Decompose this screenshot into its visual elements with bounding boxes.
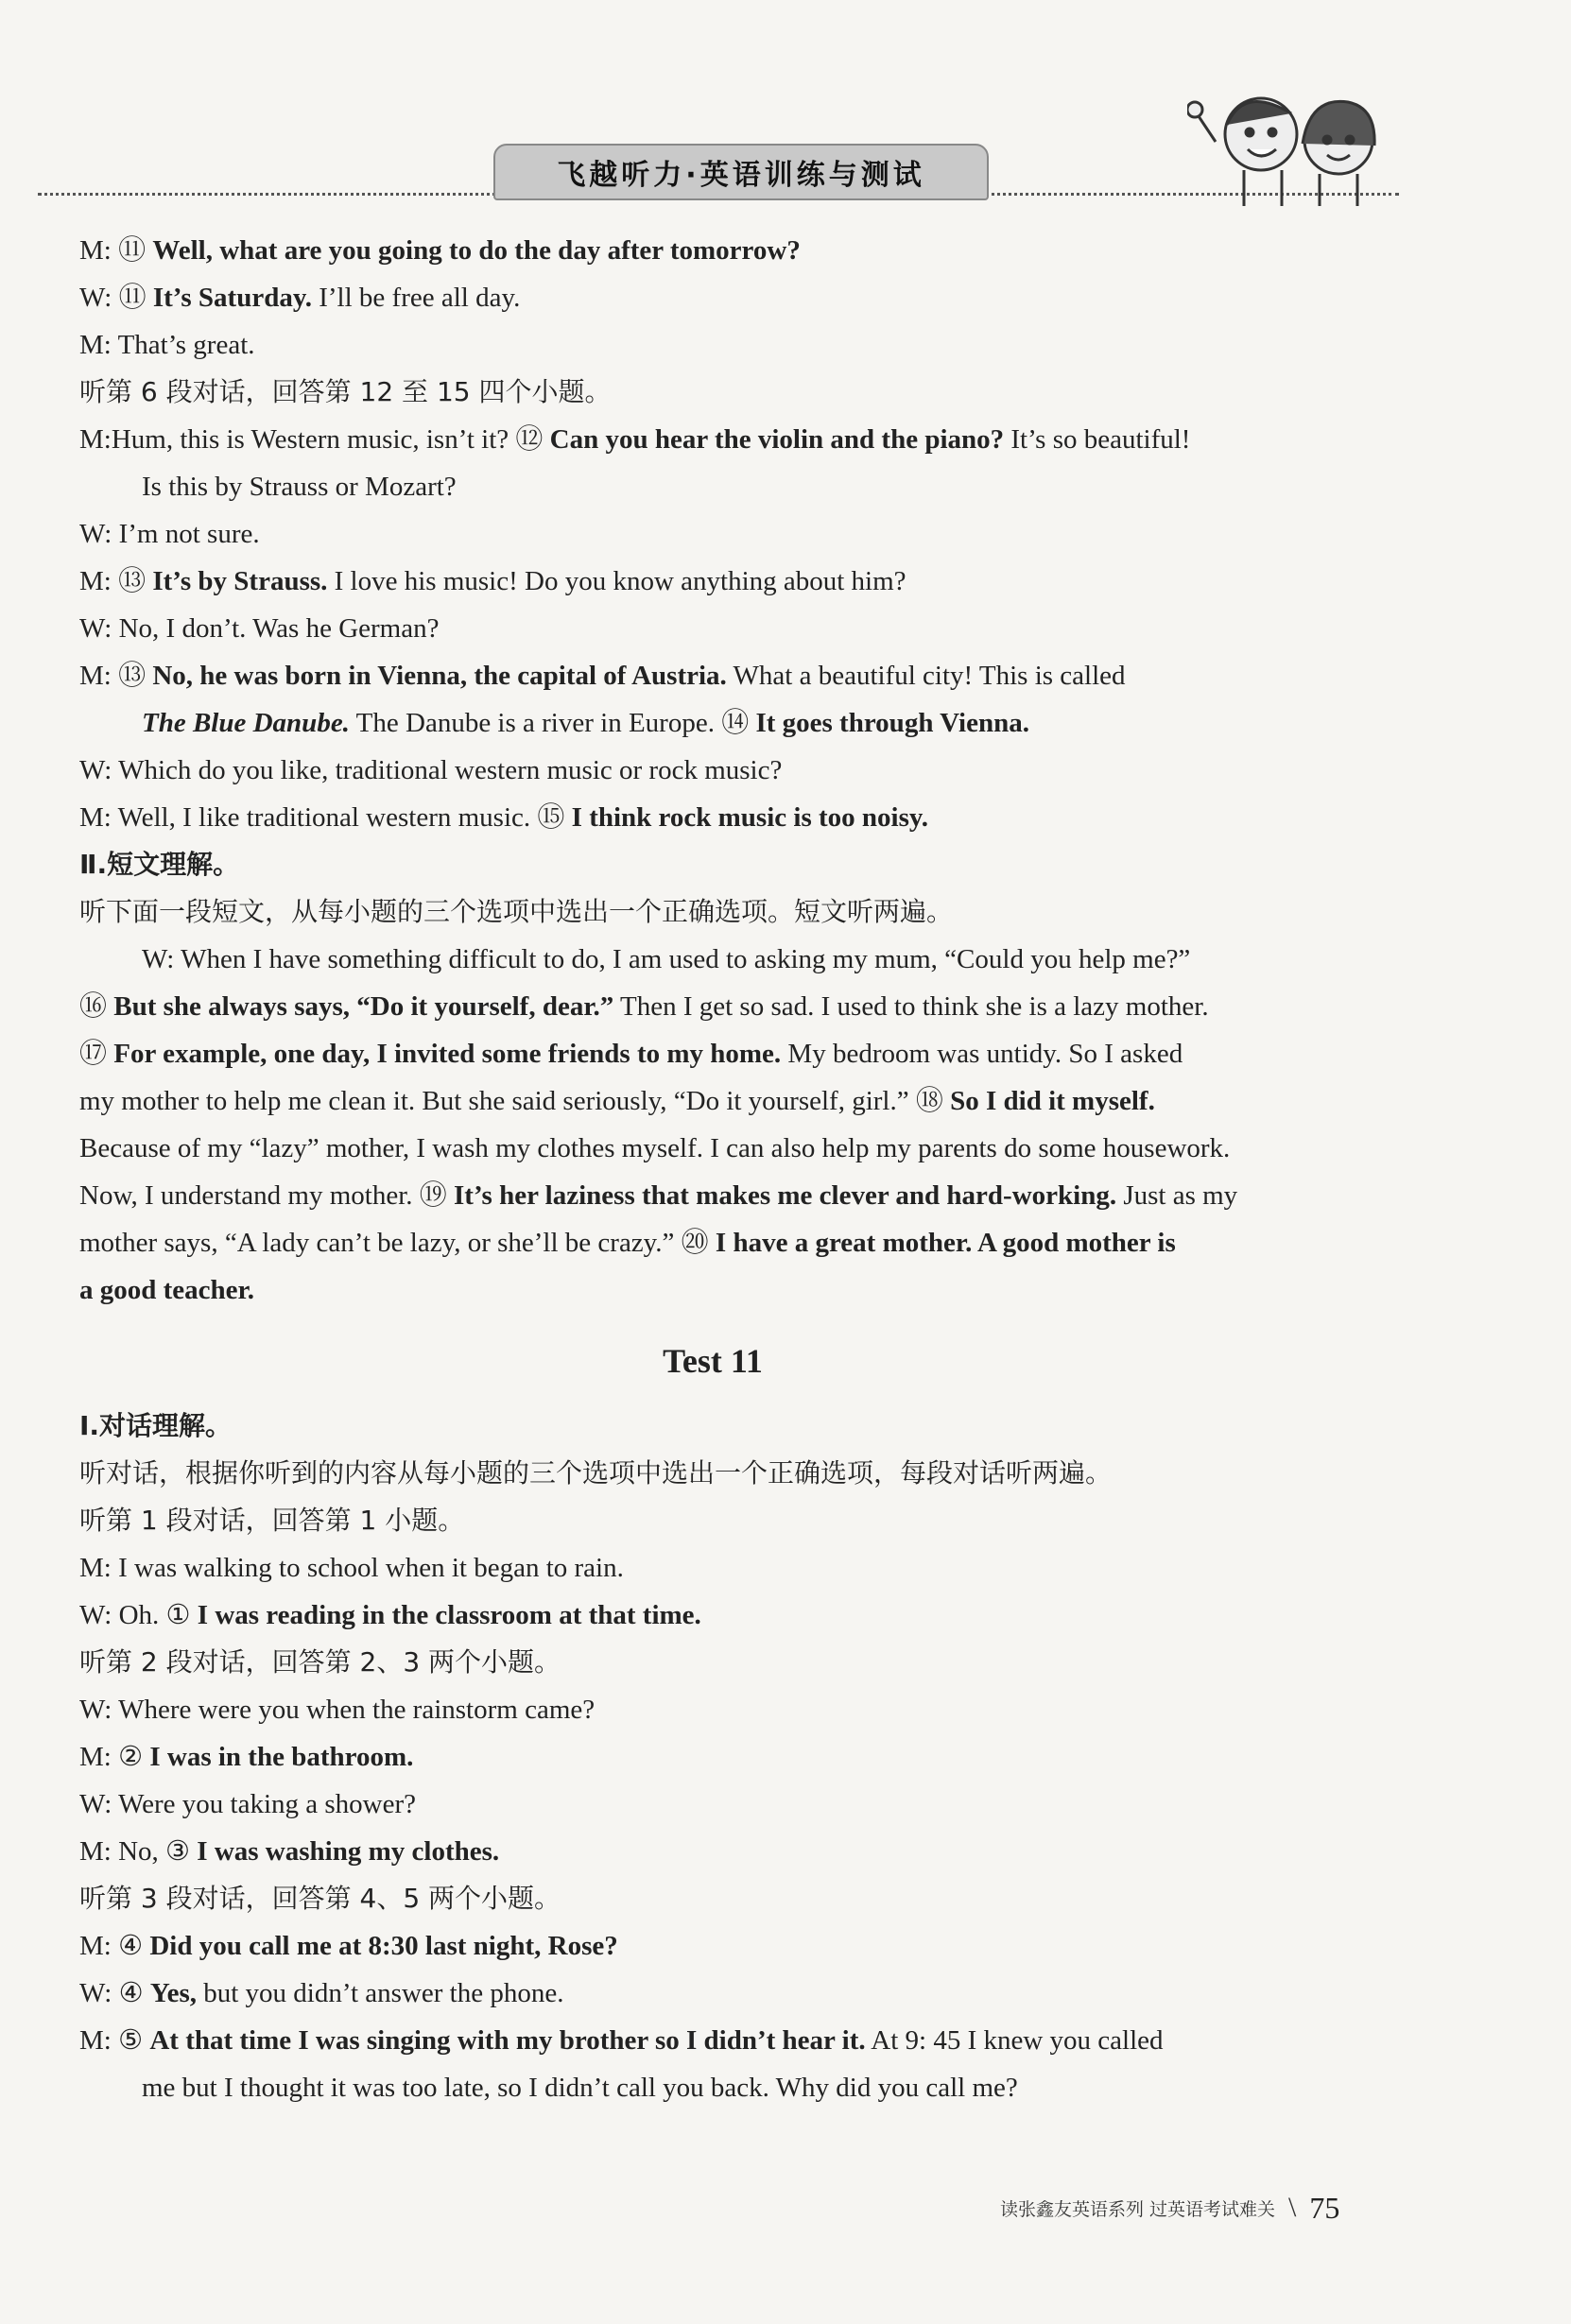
line-text: W: Were you taking a shower? — [79, 1789, 417, 1819]
line-text: my mother to help me clean it. But she said seriously, “Do it yourself, girl.” ⑱ — [79, 1086, 951, 1116]
text-line — [79, 2017, 1403, 2064]
answer-key-text: It goes through Vienna. — [755, 708, 1029, 738]
text-line — [79, 416, 1403, 463]
line-text: What a beautiful city! This is called — [726, 661, 1126, 691]
answer-key-text: At that time I was singing with my brother so I didn’t hear it. — [149, 2025, 866, 2056]
line-text: W: I’m not sure. — [79, 519, 260, 549]
text-line — [79, 1970, 1403, 2017]
answer-key-text: Well, what are you going to do the day after tomorrow? — [152, 235, 801, 266]
line-text: My bedroom was untidy. So I asked — [781, 1039, 1183, 1069]
line-text: W: Where were you when the rainstorm came? — [79, 1695, 596, 1725]
text-line — [79, 463, 1403, 510]
text-line — [79, 1450, 1403, 1497]
line-text: 听第 3 段对话，回答第 4、5 两个小题。 — [79, 1883, 561, 1914]
text-line — [79, 1497, 1403, 1544]
text-line — [79, 1875, 1403, 1922]
text-line — [79, 510, 1403, 558]
cartoon-kids-illustration — [1187, 76, 1414, 208]
answer-key-text: It’s her laziness that makes me clever and hard-working. — [454, 1180, 1117, 1211]
line-text: M: I was walking to school when it began to rain. — [79, 1553, 624, 1583]
line-text: M: ⑪ — [79, 235, 153, 266]
line-text: It’s so beautiful! — [1004, 424, 1191, 455]
line-text: but you didn’t answer the phone. — [197, 1978, 564, 2008]
line-text: Now, I understand my mother. ⑲ — [79, 1180, 455, 1211]
text-line — [79, 2064, 1403, 2111]
line-text: W: No, I don’t. Was he German? — [79, 613, 440, 644]
text-line — [79, 794, 1403, 841]
test-title: Test 11 — [663, 1342, 763, 1380]
line-text: At 9: 45 I knew you called — [865, 2025, 1164, 2056]
text-line — [79, 1077, 1403, 1125]
text-line — [79, 652, 1403, 699]
text-line — [79, 1733, 1403, 1781]
text-line — [79, 1639, 1403, 1686]
line-text: Ⅰ.对话理解。 — [79, 1410, 233, 1441]
page-number: 75 — [1309, 2190, 1340, 2225]
answer-key-text: So I did it myself. — [950, 1086, 1155, 1116]
answer-key-text: For example, one day, I invited some friends to my home. — [113, 1039, 782, 1069]
line-text: M: ④ — [79, 1931, 150, 1961]
line-text: ⑰ — [79, 1039, 114, 1069]
line-text: I love his music! Do you know anything about him? — [327, 566, 906, 596]
text-line — [79, 558, 1403, 605]
answer-key-text: Can you hear the violin and the piano? — [549, 424, 1005, 455]
line-text: W: Oh. ① — [79, 1600, 198, 1630]
answer-key-text: Did you call me at 8:30 last night, Rose? — [149, 1931, 618, 1961]
answer-key-text: No, he was born in Vienna, the capital of Austria. — [152, 661, 727, 691]
page-footer — [1000, 2189, 1397, 2227]
line-text: M: No, ③ — [79, 1836, 198, 1867]
line-text: M: Well, I like traditional western music. ⑮ — [79, 802, 572, 833]
text-line — [79, 1686, 1403, 1733]
text-line — [79, 699, 1403, 747]
text-line — [79, 1781, 1403, 1828]
line-text: Ⅱ.短文理解。 — [79, 849, 240, 880]
line-text: M: That’s great. — [79, 330, 255, 360]
line-text: 听第 1 段对话，回答第 1 小题。 — [79, 1505, 465, 1536]
line-text: 听第 2 段对话，回答第 2、3 两个小题。 — [79, 1646, 561, 1678]
text-line — [79, 1922, 1403, 1970]
line-text: M: ⑤ — [79, 2025, 150, 2056]
line-text: Then I get so sad. I used to think she is a lazy mother. — [613, 991, 1209, 1022]
text-line — [79, 1030, 1403, 1077]
text-line — [79, 1219, 1403, 1266]
text-line — [79, 274, 1403, 321]
text-line — [79, 321, 1403, 369]
answer-key-text: I have a great mother. A good mother is — [715, 1228, 1176, 1258]
text-line — [79, 747, 1403, 794]
answer-key-text: I think rock music is too noisy. — [571, 802, 929, 833]
answer-key-text: I was washing my clothes. — [197, 1836, 500, 1867]
text-line — [79, 936, 1403, 983]
answer-key-text: But she always says, “Do it yourself, dear.” — [113, 991, 614, 1022]
text-line — [79, 605, 1403, 652]
header-banner — [493, 144, 989, 200]
line-text: I’ll be free all day. — [311, 283, 521, 313]
answer-key-text: a good teacher. — [79, 1275, 254, 1305]
answer-key-text: I was in the bathroom. — [149, 1742, 414, 1772]
answer-key-text: I was reading in the classroom at that time. — [197, 1600, 701, 1630]
text-line — [79, 983, 1403, 1030]
main-content — [79, 227, 1403, 2111]
text-line — [79, 888, 1403, 936]
header-title: 飞越听力·英语训练与测试 — [557, 159, 925, 192]
footer-divider: \ — [1288, 2192, 1297, 2223]
text-line — [79, 841, 1403, 888]
line-text: me but I thought it was too late, so I didn’t call you back. Why did you call me? — [142, 2073, 1018, 2103]
text-line — [79, 1828, 1403, 1875]
line-text: W: ⑪ — [79, 283, 153, 313]
text-line — [79, 227, 1403, 274]
text-line — [79, 1592, 1403, 1639]
dialogue-section-test11 — [79, 1403, 1403, 2111]
line-text: M:Hum, this is Western music, isn’t it? ⑫ — [79, 424, 550, 455]
line-text: W: When I have something difficult to do, I am used to asking my mum, “Could you help me?” — [142, 944, 1191, 974]
line-text: M: ⑬ — [79, 661, 153, 691]
answer-key-text: It’s Saturday. — [152, 283, 312, 313]
line-text: mother says, “A lady can’t be lazy, or she’ll be crazy.” ⑳ — [79, 1228, 716, 1258]
text-line — [79, 1266, 1403, 1314]
line-text: Just as my — [1116, 1180, 1238, 1211]
text-line — [79, 1403, 1403, 1450]
line-text: 听第 6 段对话，回答第 12 至 15 四个小题。 — [79, 376, 612, 407]
text-line — [79, 1172, 1403, 1219]
line-text: Because of my “lazy” mother, I wash my clothes myself. I can also help my parents do some housework. — [79, 1133, 1231, 1163]
answer-key-text: The Blue Danube. — [142, 708, 350, 738]
text-line — [79, 369, 1403, 416]
line-text: The Danube is a river in Europe. ⑭ — [349, 708, 756, 738]
dialogue-section-test10 — [79, 227, 1403, 1314]
line-text: ⑯ — [79, 991, 114, 1022]
answer-key-text: Yes, — [149, 1978, 197, 2008]
line-text: 听对话，根据你听到的内容从每小题的三个选项中选出一个正确选项，每段对话听两遍。 — [79, 1457, 1113, 1489]
line-text: W: Which do you like, traditional western music or rock music? — [79, 755, 783, 785]
text-line — [79, 1544, 1403, 1592]
line-text: M: ② — [79, 1742, 150, 1772]
text-line — [79, 1125, 1403, 1172]
line-text: 听下面一段短文，从每小题的三个选项中选出一个正确选项。短文听两遍。 — [79, 896, 954, 927]
footer-series: 读张鑫友英语系列 过英语考试难关 — [1000, 2198, 1276, 2220]
line-text: Is this by Strauss or Mozart? — [142, 472, 457, 502]
line-text: W: ④ — [79, 1978, 150, 2008]
line-text: M: ⑬ — [79, 566, 153, 596]
answer-key-text: It’s by Strauss. — [152, 566, 328, 596]
